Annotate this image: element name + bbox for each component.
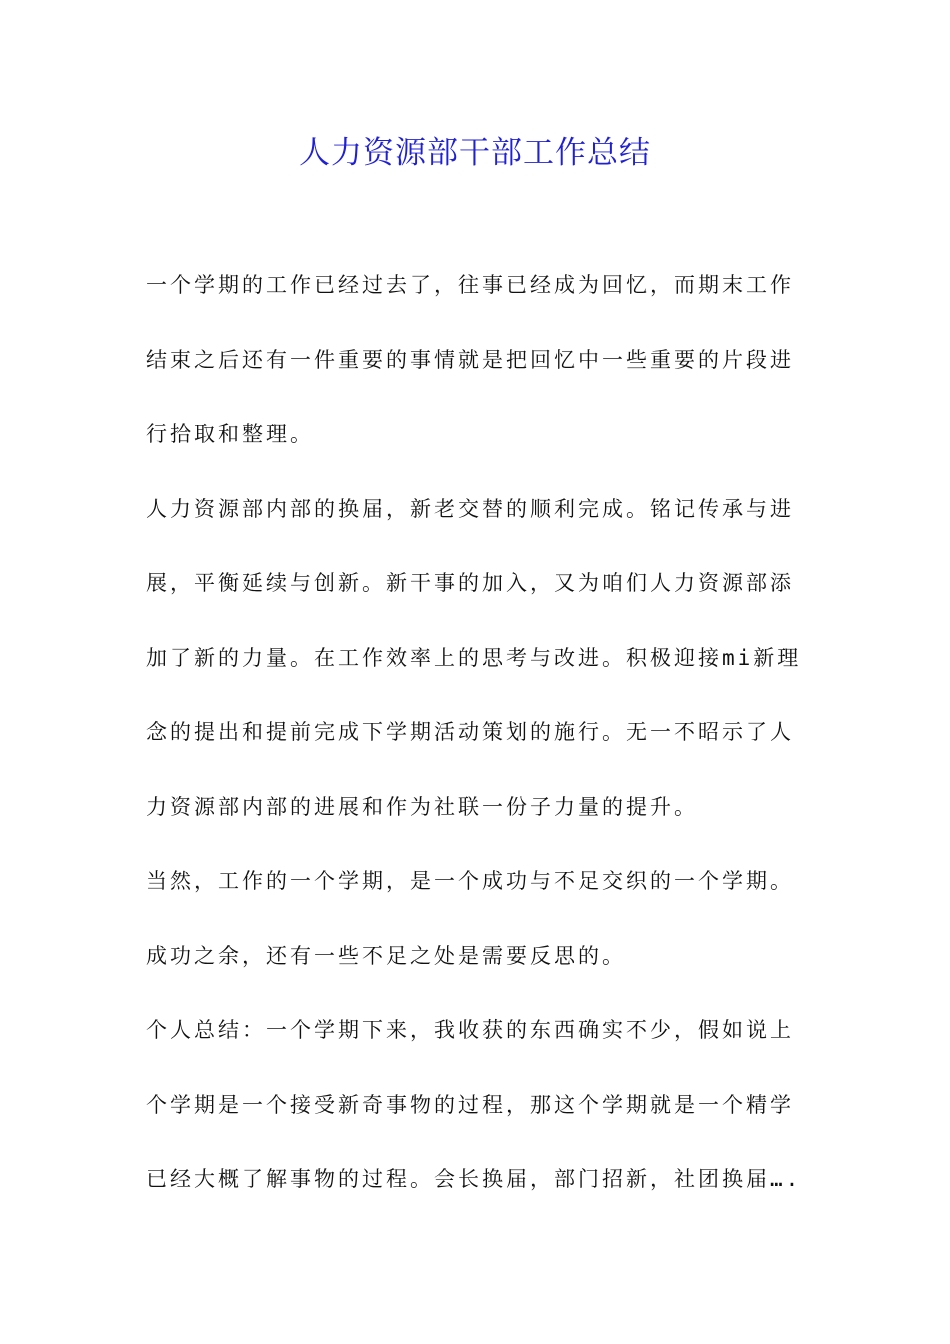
body-line: 当然，工作的一个学期，是一个成功与不足交织的一个学期。 [146,869,794,893]
document-body [146,260,816,1229]
body-line: 加了新的力量。在工作效率上的思考与改进。积极迎接mi新理 [146,645,802,670]
document-title: 人力资源部干部工作总结 [299,135,651,171]
body-line: 念的提出和提前完成下学期活动策划的施行。无一不昭示了人 [146,720,794,744]
body-line: 人力资源部内部的换届，新老交替的顺利完成。铭记传承与进 [146,496,794,521]
body-line: 结束之后还有一件重要的事情就是把回忆中一些重要的片段进 [146,347,794,372]
body-line: 行拾取和整理。 [146,422,314,446]
body-line: 已经大概了解事物的过程。会长换届，部门招新，社团换届…. [146,1167,802,1191]
body-line: 个学期是一个接受新奇事物的过程，那这个学期就是一个精学 [146,1092,794,1117]
body-line: 力资源部内部的进展和作为社联一份子力量的提升。 [146,794,698,819]
body-line: 个人总结：一个学期下来，我收获的东西确实不少，假如说上 [146,1018,794,1042]
body-line: 成功之余，还有一些不足之处是需要反思的。 [146,943,626,968]
body-line: 展，平衡延续与创新。新干事的加入，又为咱们人力资源部添 [146,571,794,595]
body-line: 一个学期的工作已经过去了，往事已经成为回忆，而期末工作 [146,273,794,297]
